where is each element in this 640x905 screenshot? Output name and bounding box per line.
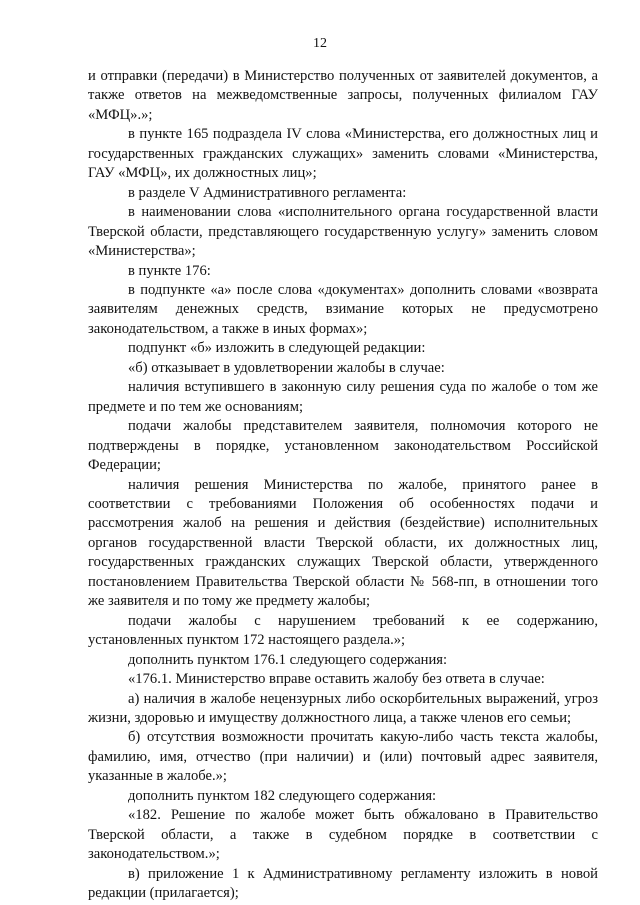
paragraph: в разделе V Административного регламента: xyxy=(128,184,407,201)
paragraph: подачи жалобы представителем заявителя, полномочия которого не подтверждены в порядке, установленном законодательством Российской Федерации; xyxy=(88,418,598,474)
paragraph: «182. Решение по жалобе может быть обжаловано в Правительство Тверской области, а также в судебном порядке в соответствии с законодательством.»; xyxy=(88,807,598,863)
paragraph: подпункт «б» изложить в следующей редакции: xyxy=(128,340,426,357)
paragraph: в пункте 165 подраздела IV слова «Министерства, его должностных лиц и государственных гражданских служащих» заменить словами «Министерства, ГАУ «МФЦ», их должностных лиц»; xyxy=(88,126,598,182)
page-number: 12 xyxy=(313,36,327,51)
paragraph: в) приложение 1 к Административному регламенту изложить в новой редакции (прилагается); xyxy=(88,865,598,902)
paragraph: наличия вступившего в законную силу решения суда по жалобе о том же предмете и по тем же основаниям; xyxy=(88,379,598,415)
paragraph: б) отсутствия возможности прочитать какую-либо часть текста жалобы, фамилию, имя, отчество (при наличии) и (или) почтовый адрес заявителя, указанные в жалобе.»; xyxy=(88,729,598,785)
paragraph: а) наличия в жалобе нецензурных либо оскорбительных выражений, угроз жизни, здоровью и имуществу должностного лица, а также членов его семьи; xyxy=(88,690,598,726)
paragraph: «176.1. Министерство вправе оставить жалобу без ответа в случае: xyxy=(128,671,545,688)
paragraph: подачи жалобы с нарушением требований к ее содержанию, установленных пунктом 172 настоящего раздела.»; xyxy=(88,612,598,649)
paragraph: «б) отказывает в удовлетворении жалобы в случае: xyxy=(128,359,445,376)
paragraph: и отправки (передачи) в Министерство полученных от заявителей документов, а также ответов на межведомственные запросы, полученных филиалом ГАУ «МФЦ».»; xyxy=(88,68,598,123)
paragraph: в пункте 176: xyxy=(128,262,211,279)
document-body xyxy=(88,67,598,903)
paragraph: в подпункте «а» после слова «документах» дополнить словами «возврата заявителям денежных средств, взимание которых не предусмотрено законодательством, а также в иных формах»; xyxy=(88,281,598,337)
paragraph: дополнить пунктом 176.1 следующего содержания: xyxy=(128,651,448,668)
paragraph: дополнить пунктом 182 следующего содержания: xyxy=(128,787,437,804)
paragraph: наличия решения Министерства по жалобе, принятого ранее в соответствии с требованиями Положения об особенностях подачи и рассмотрения жалоб на решения и действия (бездействие) исполнительных органов государственной власти Тверской области, их должностных лиц, государственных гражданских служащих Тверской области, утвержденного постановлением Правительства Тверской области № 568-пп, в отношении того же заявителя и по тому же предмету жалобы; xyxy=(88,476,598,610)
paragraph: в наименовании слова «исполнительного органа государственной власти Тверской области, представляющего государственную услугу» заменить словом «Министерства»; xyxy=(88,204,598,260)
